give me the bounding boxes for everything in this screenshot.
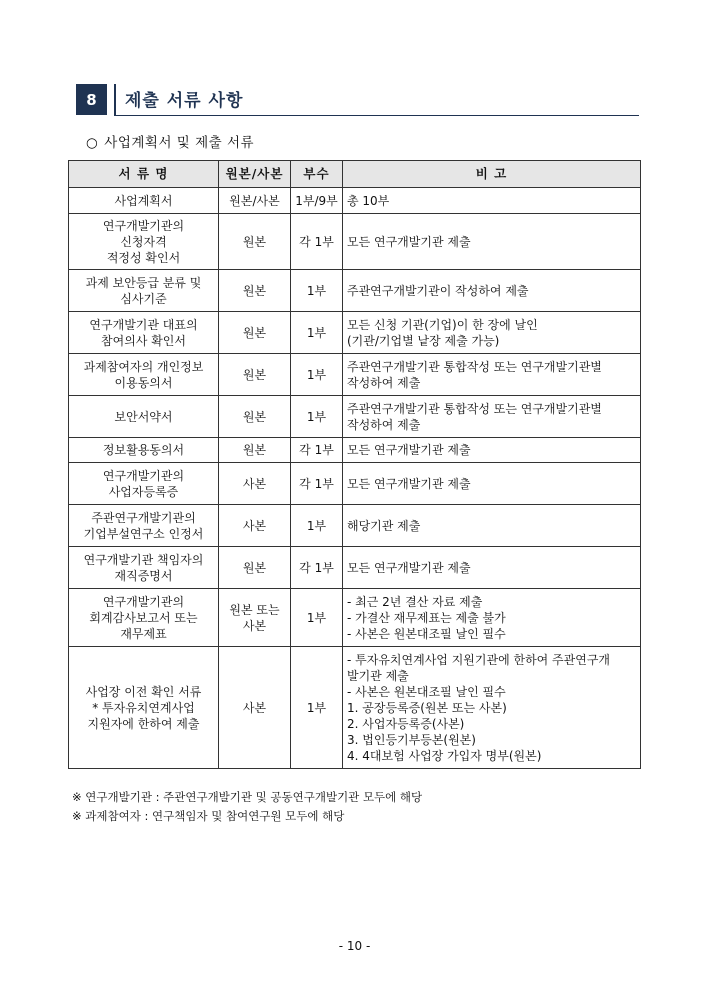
cell-type: 원본 또는 사본 xyxy=(219,589,291,647)
table-row xyxy=(69,396,641,438)
cell-document-name: 과제 보안등급 분류 및 심사기준 xyxy=(69,270,219,312)
cell-type: 사본 xyxy=(219,463,291,505)
cell-note: 주관연구개발기관이 작성하여 제출 xyxy=(343,270,641,312)
section-title: 제출 서류 사항 xyxy=(125,91,244,111)
cell-type: 원본 xyxy=(219,396,291,438)
table-row xyxy=(69,589,641,647)
header-document-name: 서 류 명 xyxy=(69,161,219,188)
cell-note: 주관연구개발기관 통합작성 또는 연구개발기관별 작성하여 제출 xyxy=(343,396,641,438)
documents-table xyxy=(68,160,641,769)
cell-type: 원본 xyxy=(219,547,291,589)
cell-count: 각 1부 xyxy=(291,463,343,505)
cell-type: 원본 xyxy=(219,438,291,463)
cell-count: 1부 xyxy=(291,647,343,769)
cell-note: - 투자유치연계사업 지원기관에 한하여 주관연구개 발기관 제출 - 사본은 원본대조필 날인 필수 1. 공장등록증(원본 또는 사본) 2. 사업자등록증(사본) 3. 법인등기부등본(원본) 4. 4대보험 사업장 가입자 명부(원본) xyxy=(343,647,641,769)
table-row xyxy=(69,505,641,547)
cell-type: 원본 xyxy=(219,214,291,270)
subtitle xyxy=(86,131,254,151)
cell-type: 원본 xyxy=(219,270,291,312)
table-row xyxy=(69,270,641,312)
table-row xyxy=(69,312,641,354)
cell-count: 1부/9부 xyxy=(291,188,343,214)
table-row xyxy=(69,354,641,396)
table-row xyxy=(69,647,641,769)
cell-document-name: 연구개발기관 대표의 참여의사 확인서 xyxy=(69,312,219,354)
cell-document-name: 연구개발기관의 회계감사보고서 또는 재무제표 xyxy=(69,589,219,647)
header-count: 부수 xyxy=(291,161,343,188)
table-row xyxy=(69,188,641,214)
header-original-copy: 원본/사본 xyxy=(219,161,291,188)
cell-count: 1부 xyxy=(291,312,343,354)
cell-type: 원본 xyxy=(219,354,291,396)
cell-note: 모든 연구개발기관 제출 xyxy=(343,438,641,463)
cell-note: 모든 신청 기관(기업)이 한 장에 날인 (기관/기업별 낱장 제출 가능) xyxy=(343,312,641,354)
table-row xyxy=(69,463,641,505)
header-remarks: 비 고 xyxy=(343,161,641,188)
table-header-row xyxy=(69,161,641,188)
subtitle-text: 사업계획서 및 제출 서류 xyxy=(104,135,255,151)
cell-type: 원본 xyxy=(219,312,291,354)
section-underline xyxy=(114,115,639,116)
cell-type: 사본 xyxy=(219,505,291,547)
footnotes xyxy=(72,788,422,826)
cell-count: 1부 xyxy=(291,396,343,438)
cell-count: 1부 xyxy=(291,270,343,312)
table-row xyxy=(69,438,641,463)
cell-note: 총 10부 xyxy=(343,188,641,214)
cell-document-name: 과제참여자의 개인정보 이용동의서 xyxy=(69,354,219,396)
cell-type: 사본 xyxy=(219,647,291,769)
page-number: - 10 - xyxy=(338,939,371,953)
section-number: 8 xyxy=(76,84,107,115)
cell-count: 각 1부 xyxy=(291,547,343,589)
cell-count: 각 1부 xyxy=(291,438,343,463)
cell-document-name: 정보활용동의서 xyxy=(69,438,219,463)
section-divider xyxy=(114,84,116,115)
table-row xyxy=(69,547,641,589)
cell-type: 원본/사본 xyxy=(219,188,291,214)
cell-note: - 최근 2년 결산 자료 제출 - 가결산 재무제표는 제출 불가 - 사본은 원본대조필 날인 필수 xyxy=(343,589,641,647)
circle-bullet-icon: ○ xyxy=(86,135,99,151)
cell-note: 모든 연구개발기관 제출 xyxy=(343,214,641,270)
cell-document-name: 사업장 이전 확인 서류 * 투자유치연계사업 지원자에 한하여 제출 xyxy=(69,647,219,769)
cell-count: 1부 xyxy=(291,354,343,396)
cell-count: 1부 xyxy=(291,589,343,647)
section-header xyxy=(76,82,639,116)
cell-document-name: 연구개발기관의 사업자등록증 xyxy=(69,463,219,505)
cell-document-name: 사업계획서 xyxy=(69,188,219,214)
cell-document-name: 연구개발기관 책임자의 재직증명서 xyxy=(69,547,219,589)
footnote: ※ 연구개발기관 : 주관연구개발기관 및 공동연구개발기관 모두에 해당 xyxy=(72,790,423,804)
cell-count: 각 1부 xyxy=(291,214,343,270)
cell-count: 1부 xyxy=(291,505,343,547)
table-row xyxy=(69,214,641,270)
cell-document-name: 주관연구개발기관의 기업부설연구소 인정서 xyxy=(69,505,219,547)
cell-document-name: 연구개발기관의 신청자격 적정성 확인서 xyxy=(69,214,219,270)
cell-note: 모든 연구개발기관 제출 xyxy=(343,547,641,589)
cell-note: 모든 연구개발기관 제출 xyxy=(343,463,641,505)
footnote: ※ 과제참여자 : 연구책임자 및 참여연구원 모두에 해당 xyxy=(72,809,345,823)
cell-note: 해당기관 제출 xyxy=(343,505,641,547)
cell-document-name: 보안서약서 xyxy=(69,396,219,438)
cell-note: 주관연구개발기관 통합작성 또는 연구개발기관별 작성하여 제출 xyxy=(343,354,641,396)
